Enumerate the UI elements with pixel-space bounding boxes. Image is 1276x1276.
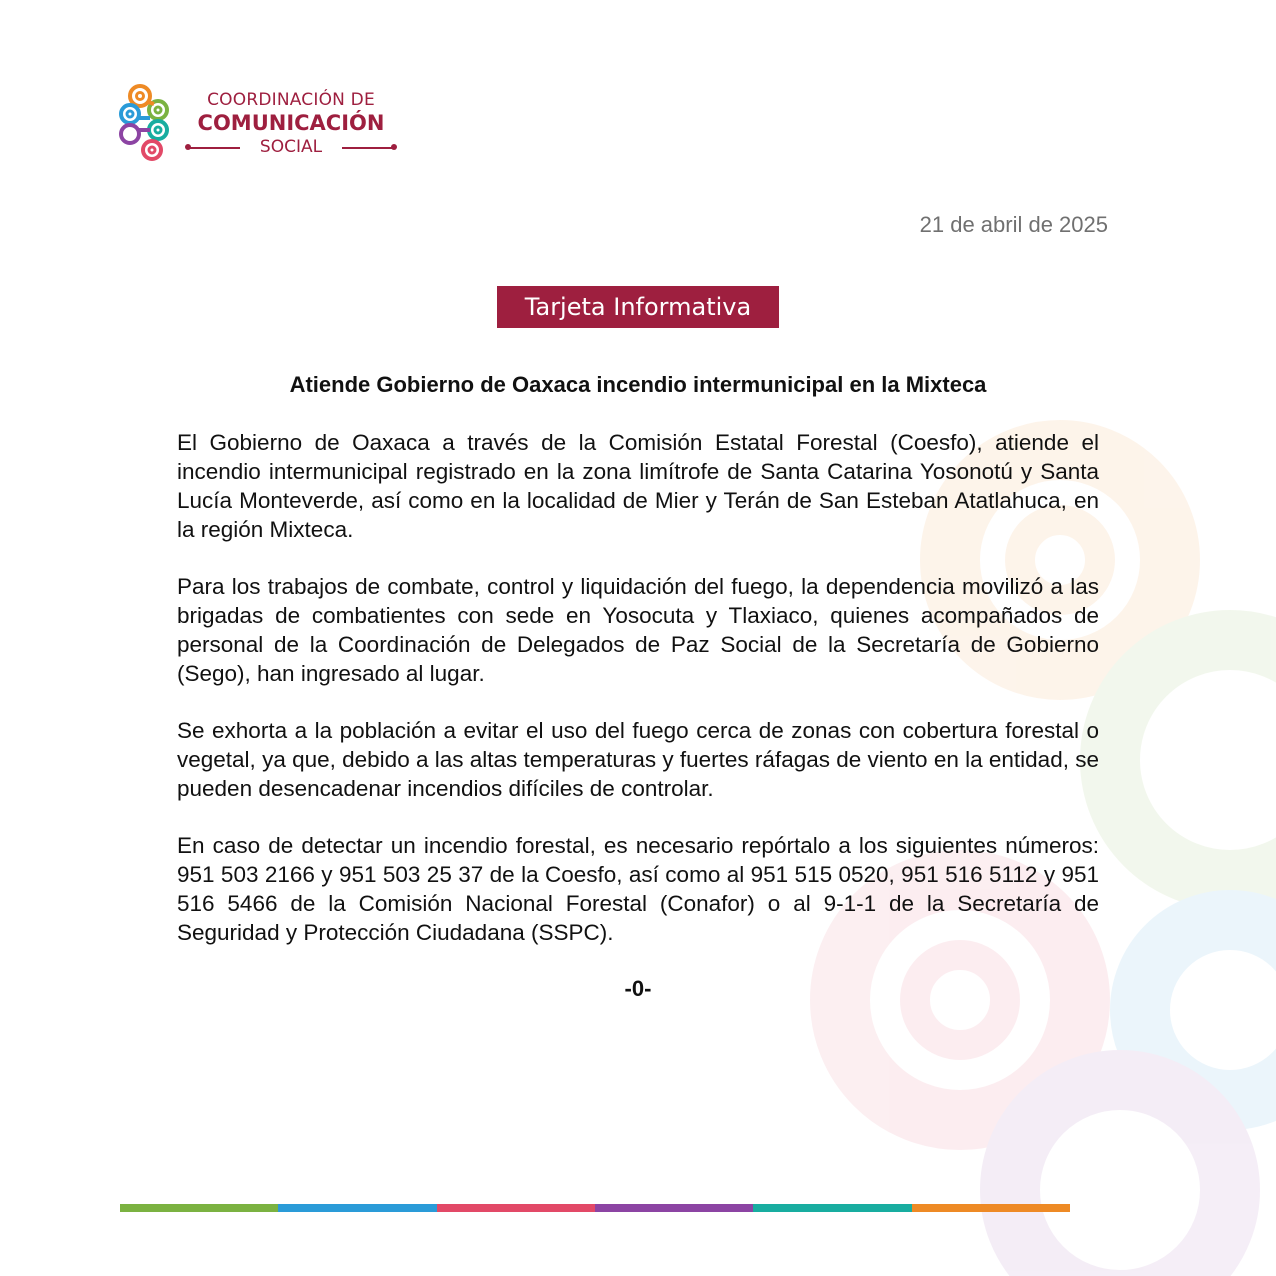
logo-line-3-text: SOCIAL [259, 137, 323, 157]
paragraph: Para los trabajos de combate, control y liquidación del fuego, la dependencia movilizó a las brigadas de combatientes con sede en Yosocuta y Tlaxiaco, quienes acompañados de personal de la Coordinación de Delegados de Paz Social de la Secretaría de Gobierno (Sego), han ingresado al lugar. [177, 574, 1099, 686]
logo-dot-left [185, 144, 191, 150]
coordinacion-logo [118, 82, 398, 164]
color-bar-segment [120, 1204, 278, 1212]
document-type-badge: Tarjeta Informativa [497, 286, 779, 328]
color-bar-segment [912, 1204, 1070, 1212]
logo-dot-right [391, 144, 397, 150]
paragraph: El Gobierno de Oaxaca a través de la Comisión Estatal Forestal (Coesfo), atiende el incendio intermunicipal registrado en la zona limítrofe de Santa Catarina Yosonotú y Santa Lucía Monteverde, así como en la localidad de Mier y Terán de San Esteban Atatlahuca, en la región Mixteca. [177, 430, 1099, 542]
color-bar-segment [278, 1204, 436, 1212]
paragraph: En caso de detectar un incendio forestal, es necesario repórtalo a los siguientes números: 951 503 2166 y 951 503 25 37 de la Coesfo, así como al 951 515 0520, 951 516 5112 y 951 516 5466 de la Comisión Nacional Forestal (Conafor) o al 9-1-1 de la Secretaría de Seguridad y Protección Ciudadana (SSPC). [177, 833, 1099, 945]
color-bar-segment [595, 1204, 753, 1212]
logo-line-2: COMUNICACIÓN [197, 111, 385, 135]
colorful-knot-logo-icon [118, 82, 178, 162]
footer-color-bar [120, 1204, 1070, 1212]
logo-rule-left [186, 147, 240, 149]
color-bar-segment [753, 1204, 911, 1212]
logo-rule-right [342, 147, 396, 149]
headline: Atiende Gobierno de Oaxaca incendio intermunicipal en la Mixteca [289, 372, 987, 397]
logo-wordmark [186, 90, 396, 158]
color-bar-segment [437, 1204, 595, 1212]
logo-line-3 [186, 136, 396, 158]
body-text [177, 428, 1099, 975]
logo-line-1: COORDINACIÓN DE [207, 90, 375, 110]
document-date: 21 de abril de 2025 [919, 212, 1108, 237]
closing-mark: -0- [624, 976, 652, 1001]
paragraph: Se exhorta a la población a evitar el uso del fuego cerca de zonas con cobertura forestal o vegetal, ya que, debido a las altas temperaturas y fuertes ráfagas de viento en la entidad, se pueden desencadenar incendios difíciles de controlar. [177, 718, 1099, 801]
